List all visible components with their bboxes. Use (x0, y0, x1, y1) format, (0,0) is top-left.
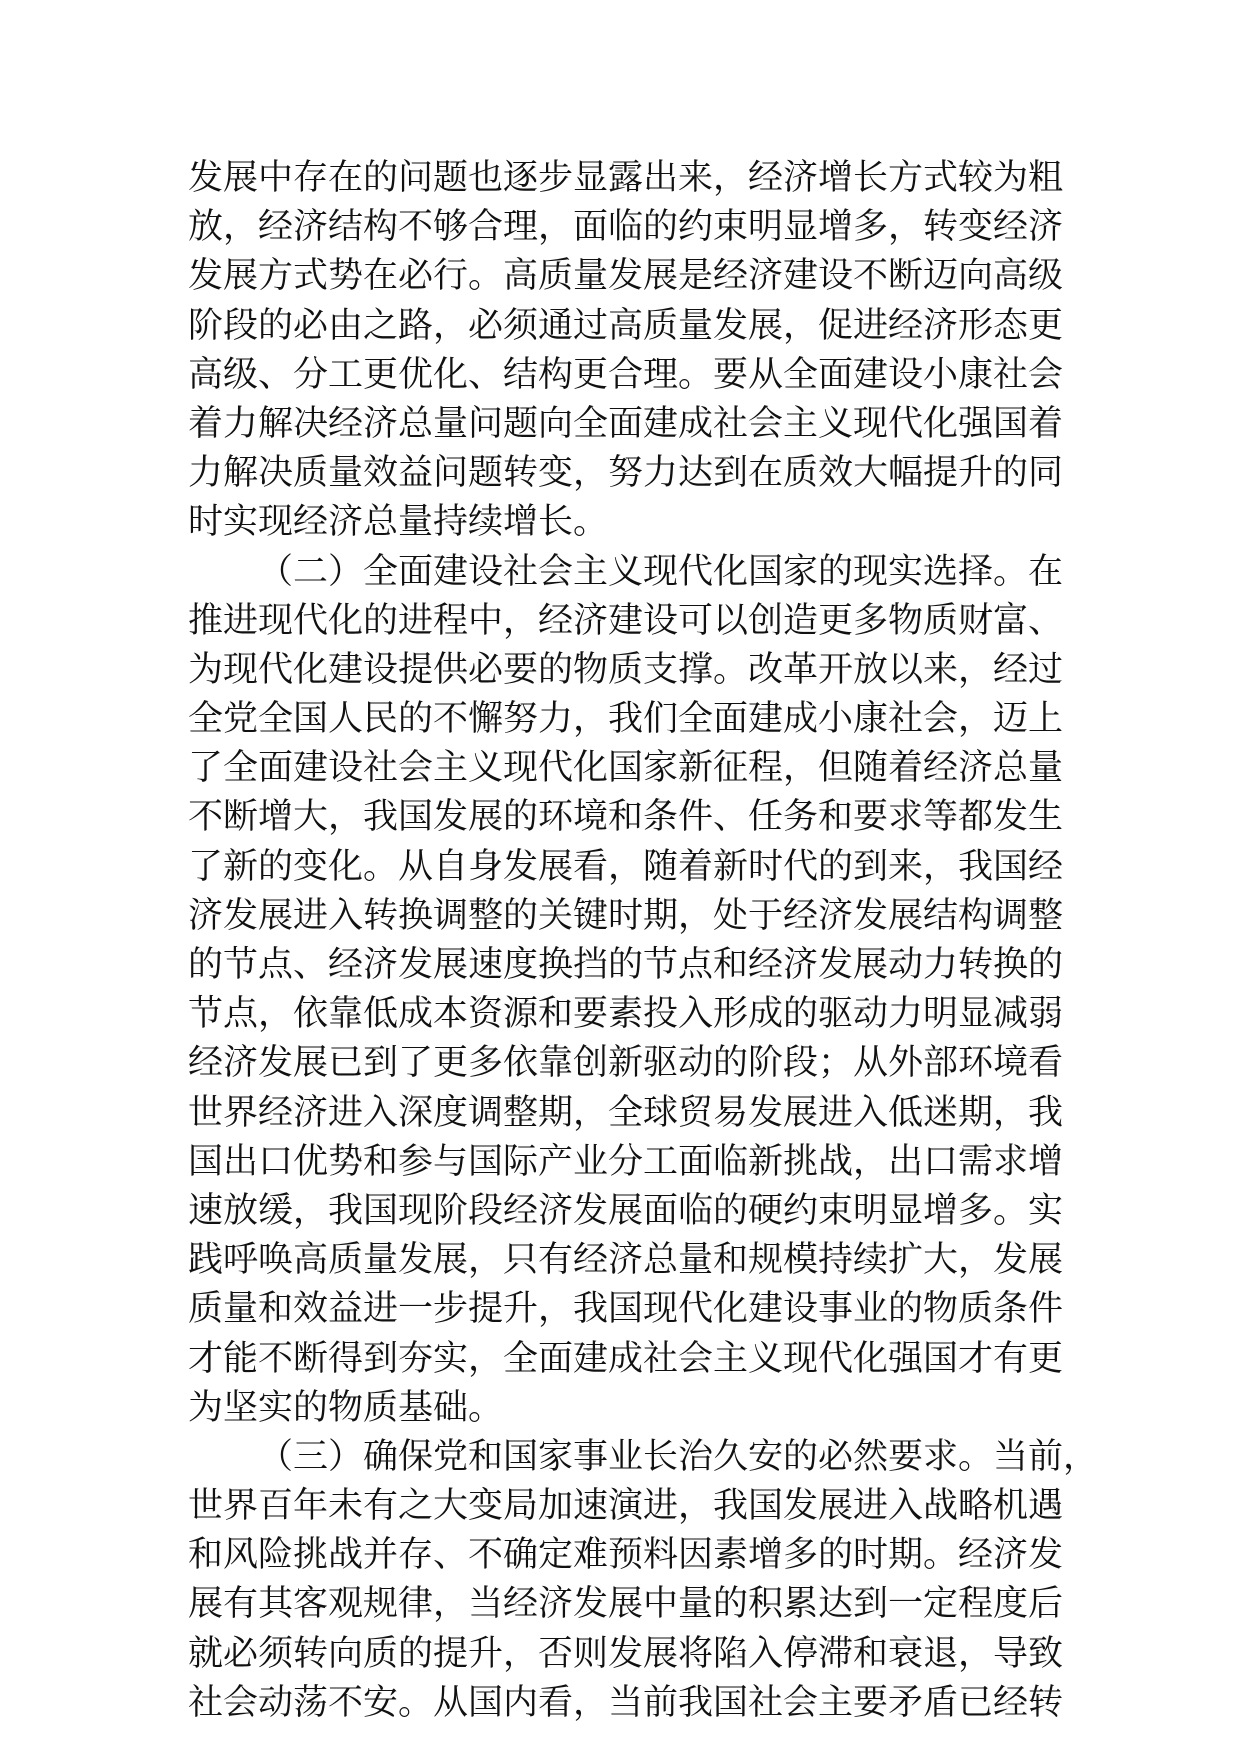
section-heading-line: （二）全面建设社会主义现代化国家的现实选择。在 (258, 551, 1064, 592)
text-line: 为坚实的物质基础。 (188, 1387, 504, 1428)
paragraph-3 (188, 1433, 1099, 1728)
text-line: 质量和效益进一步提升，我国现代化建设事业的物质条件 (188, 1289, 1064, 1330)
text-line: 为现代化建设提供必要的物质支撑。改革开放以来，经过 (188, 649, 1064, 690)
text-line: 高级、分工更优化、结构更合理。要从全面建设小康社会 (188, 354, 1064, 395)
text-line: 力解决质量效益问题转变，努力达到在质效大幅提升的同 (188, 453, 1064, 494)
text-line: 才能不断得到夯实，全面建成社会主义现代化强国才有更 (188, 1338, 1064, 1379)
text-line: 了新的变化。从自身发展看，随着新时代的到来，我国经 (188, 846, 1064, 887)
paragraph-2 (188, 548, 1078, 1433)
text-line: 时实现经济总量持续增长。 (188, 502, 609, 543)
text-line: 了全面建设社会主义现代化国家新征程，但随着经济总量 (188, 748, 1064, 789)
text-line: 全党全国人民的不懈努力，我们全面建成小康社会，迈上 (188, 699, 1064, 740)
text-line: 速放缓，我国现阶段经济发展面临的硬约束明显增多。实 (188, 1190, 1064, 1231)
text-line: 世界经济进入深度调整期，全球贸易发展进入低迷期，我 (188, 1092, 1064, 1133)
text-line: 济发展进入转换调整的关键时期，处于经济发展结构调整 (188, 895, 1064, 936)
text-line: 和风险挑战并存、不确定难预料因素增多的时期。经济发 (188, 1535, 1064, 1576)
text-line: 发展方式势在必行。高质量发展是经济建设不断迈向高级 (188, 256, 1064, 297)
text-line: 践呼唤高质量发展，只有经济总量和规模持续扩大，发展 (188, 1240, 1064, 1281)
text-line: 世界百年未有之大变局加速演进，我国发展进入战略机遇 (188, 1486, 1064, 1527)
text-line: 着力解决经济总量问题向全面建成社会主义现代化强国着 (188, 403, 1064, 444)
text-line: 发展中存在的问题也逐步显露出来，经济增长方式较为粗 (188, 158, 1064, 198)
text-line: 就必须转向质的提升，否则发展将陷入停滞和衰退，导致 (188, 1633, 1064, 1674)
section-heading-line: （三）确保党和国家事业长治久安的必然要求。当前， (258, 1436, 1099, 1477)
text-line: 国出口优势和参与国际产业分工面临新挑战，出口需求增 (188, 1141, 1064, 1182)
text-line: 阶段的必由之路，必须通过高质量发展，促进经济形态更 (188, 305, 1064, 346)
text-line: 经济发展已到了更多依靠创新驱动的阶段；从外部环境看 (188, 1043, 1064, 1084)
text-line: 不断增大，我国发展的环境和条件、任务和要求等都发生 (188, 797, 1064, 838)
body-text (188, 154, 1099, 1728)
text-line: 社会动荡不安。从国内看，当前我国社会主要矛盾已经转 (188, 1682, 1064, 1723)
text-line: 推进现代化的进程中，经济建设可以创造更多物质财富、 (188, 600, 1064, 641)
text-line: 节点，依靠低成本资源和要素投入形成的驱动力明显减弱 (188, 994, 1064, 1035)
text-line: 展有其客观规律，当经济发展中量的积累达到一定程度后 (188, 1584, 1064, 1625)
text-line: 的节点、经济发展速度换挡的节点和经济发展动力转换的 (188, 945, 1064, 985)
text-line: 放，经济结构不够合理，面临的约束明显增多，转变经济 (188, 207, 1064, 248)
paragraph-1 (188, 154, 1078, 548)
